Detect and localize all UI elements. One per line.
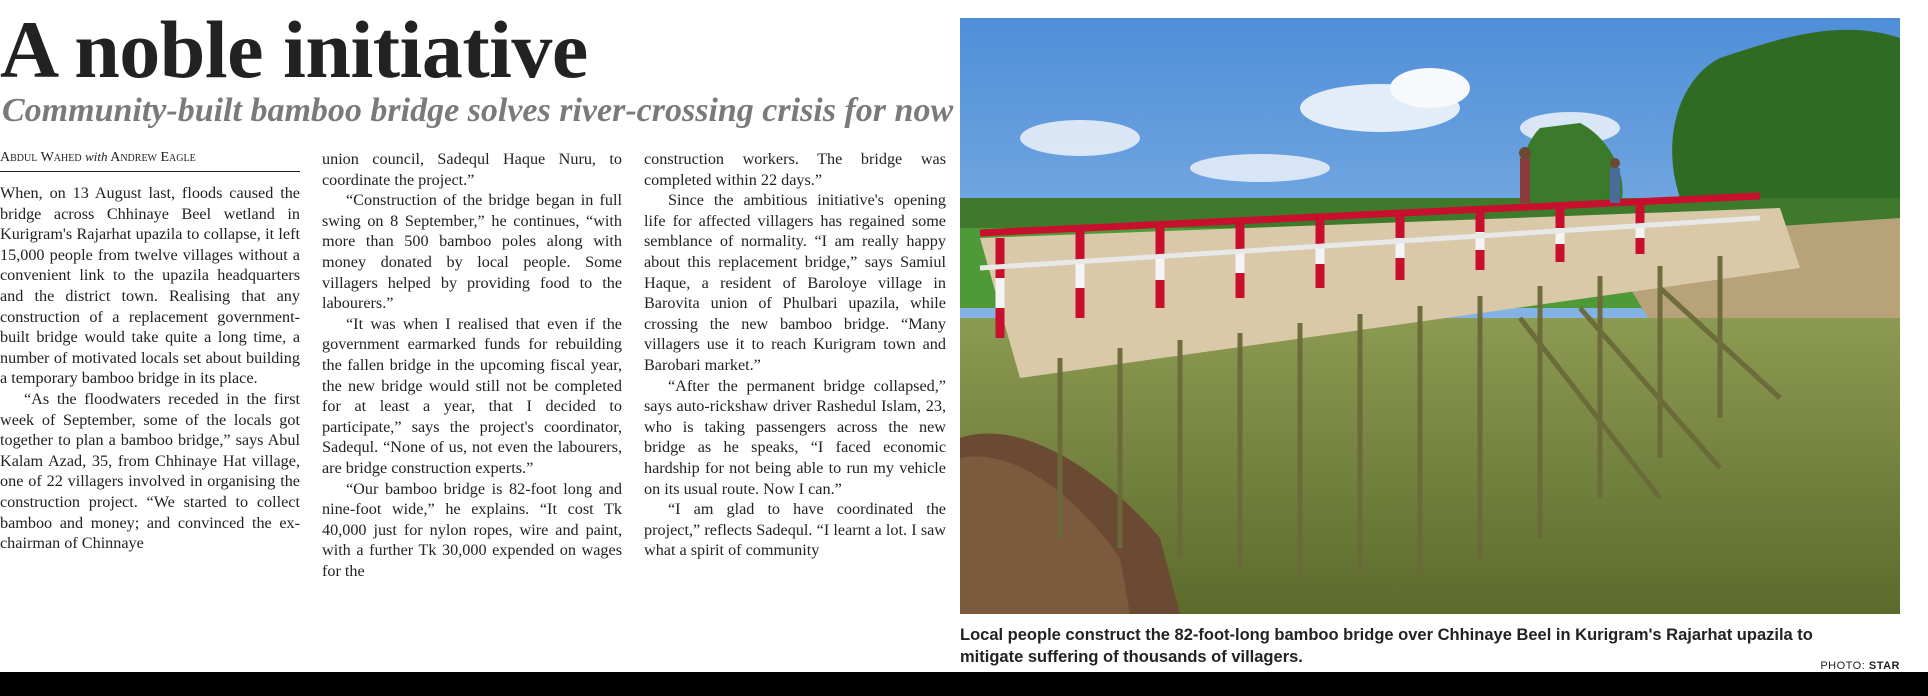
article-column-2 — [322, 149, 622, 581]
photo-credit-label: PHOTO: — [1820, 660, 1869, 672]
byline-author-primary: Abdul Wahed — [0, 150, 82, 165]
bridge-photo — [960, 18, 1900, 614]
headline: A noble initiative — [0, 4, 588, 95]
article-column-1 — [0, 183, 300, 554]
byline-author-secondary: Andrew Eagle — [110, 150, 196, 165]
bamboo-bridge-illustration — [960, 18, 1900, 614]
paragraph: “After the permanent bridge collapsed,” says auto-rickshaw driver Rashedul Islam, 23, who is taking passengers across the new bridge as he speaks, “I faced economic hardship for not being able to run my vehicle on its usual route. Now I can.” — [644, 376, 946, 498]
paragraph: construction workers. The bridge was completed within 22 days.” — [644, 150, 946, 189]
paragraph: “Construction of the bridge began in full swing on 8 September,” he continues, “with more than 500 bamboo poles along with money donated by local people. Some villagers helped by providing food to the labourers.” — [322, 191, 622, 313]
paragraph: “As the floodwaters receded in the first week of September, some of the locals got together to plan a bamboo bridge,” says Abul Kalam Azad, 35, from Chhinaye Hat village, one of 22 villagers involved in organising the construction project. “We started to collect bamboo and money; and convinced the ex-chairman of Chinnaye — [0, 389, 300, 553]
paragraph: “Our bamboo bridge is 82-foot long and nine-foot wide,” he explains. “It cost Tk 40,000 just for nylon ropes, wire and paint, with a further Tk 30,000 expended on wages for the — [322, 479, 622, 580]
byline — [0, 149, 300, 172]
photo-caption: Local people construct the 82-foot-long bamboo bridge over Chhinaye Beel in Kurigram's Rajarhat upazila to mitigate suffering of thousands of villagers. — [960, 626, 1813, 666]
paragraph: When, on 13 August last, floods caused the bridge across Chhinaye Beel wetland in Kurigram's Rajarhat upazila to collapse, it left 15,000 people from twelve villages without a convenient link to the upazila headquarters and the district town. Realising that any construction of a replacement government-built bridge would take quite a long time, a number of motivated locals set about building a temporary bamboo bridge in its place. — [0, 184, 300, 388]
byline-with: with — [85, 149, 108, 164]
paragraph: union council, Sadequl Haque Nuru, to coordinate the project.” — [322, 150, 622, 189]
photo-credit-source: STAR — [1868, 660, 1900, 672]
paragraph: Since the ambitious initiative's opening life for affected villagers has regained some semblance of normality. “I am really happy about this replacement bridge,” says Samiul Haque, a resident of Baroloye village in Barovita union of Phulbari upazila, while crossing the new bamboo bridge. “Many villagers use it to reach Kurigram town and Barobari market.” — [644, 191, 946, 374]
article-column-3 — [644, 149, 946, 561]
subheadline: Community-built bamboo bridge solves river-crossing crisis for now — [2, 92, 954, 129]
paragraph: “It was when I realised that even if the government earmarked funds for rebuilding the fallen bridge in the upcoming fiscal year, the new bridge would still not be completed for at least a year, that I decided to participate,” says the project's coordinator, Sadequl. “None of us, not even the labourers, are bridge construction experts.” — [322, 314, 622, 477]
paragraph: “I am glad to have coordinated the project,” reflects Sadequl. “I learnt a lot. I saw what a spirit of community — [644, 500, 946, 560]
photo-credit — [1820, 660, 1900, 672]
